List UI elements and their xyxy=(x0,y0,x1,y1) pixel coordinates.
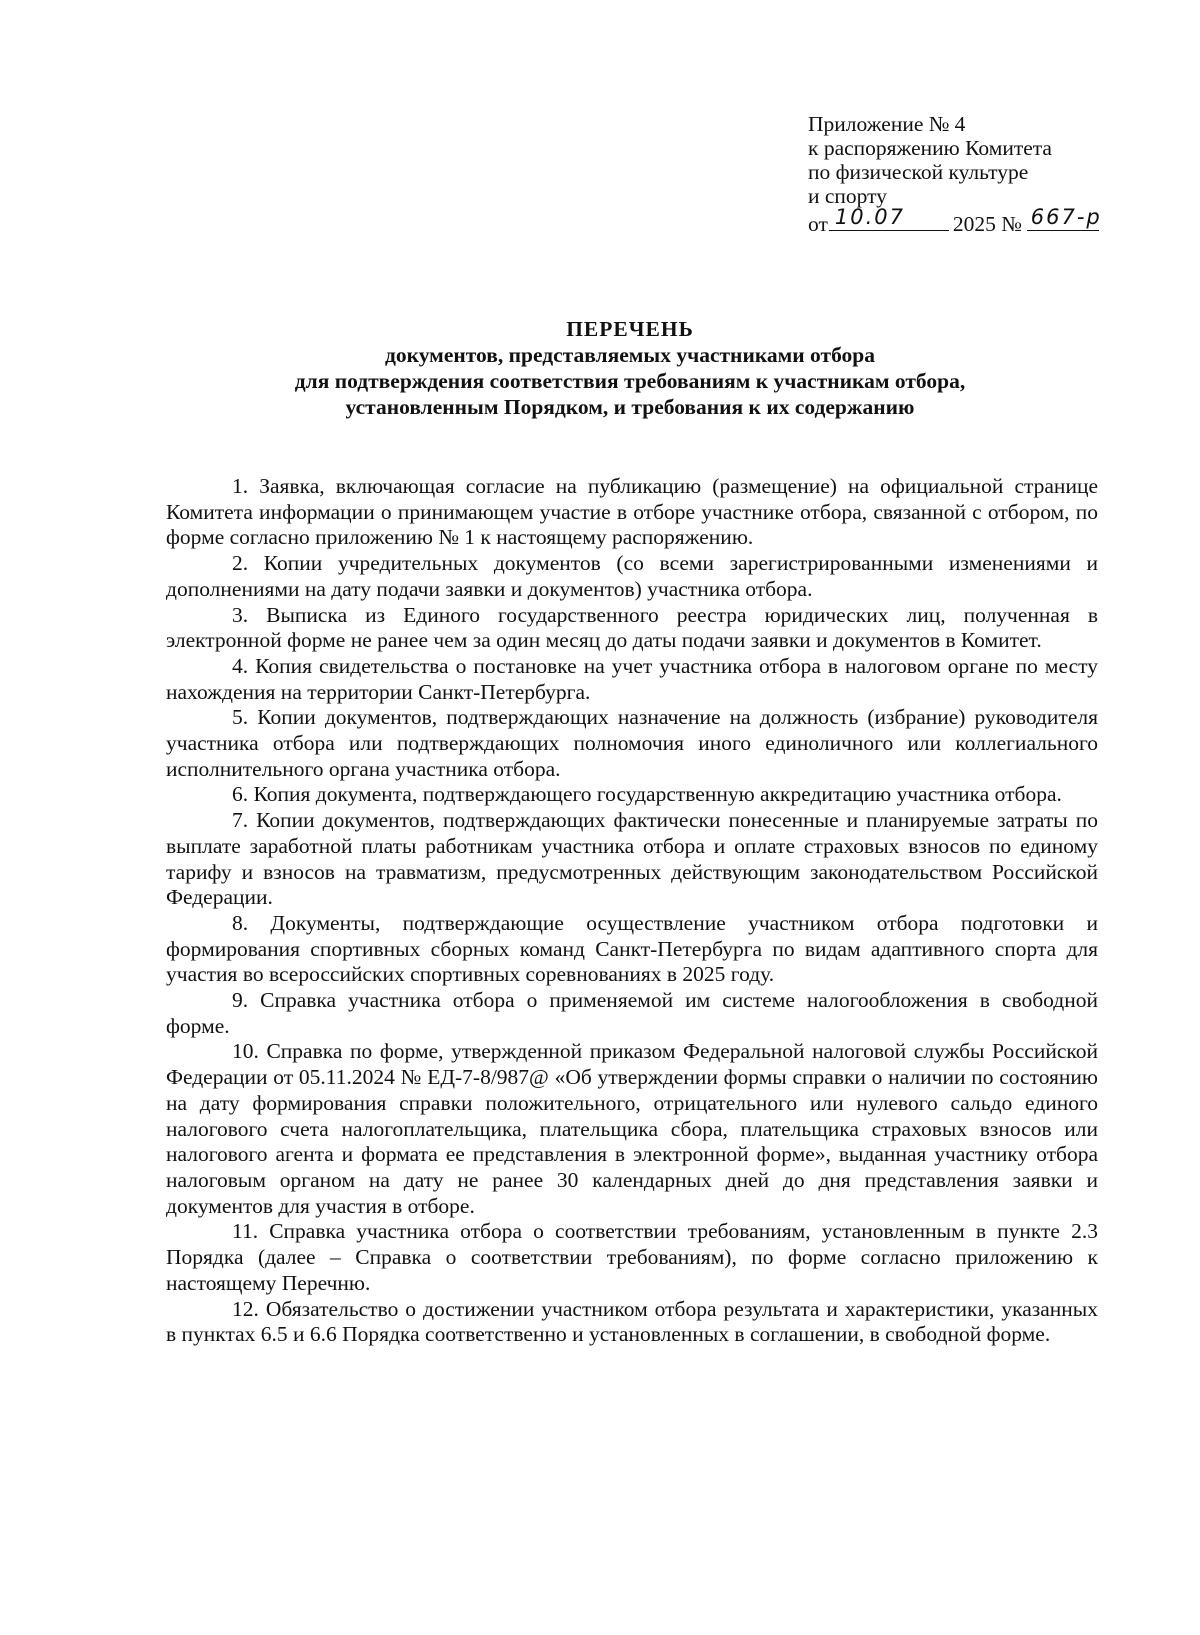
appendix-line-3: по физической культуре xyxy=(808,160,1029,184)
heading-line-1: документов, представляемых участниками отбора xyxy=(385,343,875,367)
date-fill-line xyxy=(829,205,949,231)
list-item: 10. Справка по форме, утвержденной приказом Федеральной налоговой службы Российской Федерации от 05.11.2024 № ЕД-7-8/987@ «Об утверждении формы справки о наличии по состоянию на дату формирования справки положительного, отрицательного или нулевого сальдо единого налогового счета налогоплательщика, плательщика сбора, плательщика страховых взносов или налогового агента и формата ее представления в электронной форме», выданная участнику отбора налоговым органом на дату не ранее 30 календарных дней до дня представления заявки и документов для участия в отборе. xyxy=(166,1039,1098,1218)
list-item: 8. Документы, подтверждающие осуществление участником отбора подготовки и формирования спортивных сборных команд Санкт-Петербурга по видам адаптивного спорта для участия во всероссийских спортивных соревнованиях в 2025 году. xyxy=(166,910,1098,987)
list-item: 5. Копии документов, подтверждающих назначение на должность (избрание) руководителя участника отбора или подтверждающих полномочия иного единоличного или коллегиального исполнительного органа участника отбора. xyxy=(166,705,1098,781)
appendix-line-4: и спорту xyxy=(808,184,888,208)
appendix-block xyxy=(808,112,1102,236)
appendix-line-1: Приложение № 4 xyxy=(808,112,966,136)
heading-line-2: для подтверждения соответствия требованиям к участникам отбора, xyxy=(294,369,966,393)
list-item: 9. Справка участника отбора о применяемой им системе налогообложения в свободной форме. xyxy=(166,988,1098,1038)
list-item: 12. Обязательство о достижении участником отбора результата и характеристики, указанных в пунктах 6.5 и 6.6 Порядка соответственно и установленных в соглашении, в свободной форме. xyxy=(166,1296,1098,1347)
heading-title: ПЕРЕЧЕНЬ xyxy=(566,317,694,341)
appendix-date-line xyxy=(808,205,1102,236)
list-item: 4. Копия свидетельства о постановке на учет участника отбора в налоговом органе по месту нахождения на территории Санкт-Петербурга. xyxy=(166,653,1098,704)
list-item: 2. Копии учредительных документов (со всеми зарегистрированными изменениями и дополнениями на дату подачи заявки и документов) участника отбора. xyxy=(166,551,1098,601)
list-item: 3. Выписка из Единого государственного реестра юридических лиц, полученная в электронной форме не ранее чем за один месяц до даты подачи заявки и документов в Комитет. xyxy=(166,602,1098,653)
number-fill-line xyxy=(1027,205,1102,231)
appendix-line-2: к распоряжению Комитета xyxy=(808,136,1052,160)
document-body xyxy=(166,474,1098,1348)
heading-line-3: установленным Порядком, и требования к их содержанию xyxy=(345,395,915,419)
list-item: 6. Копия документа, подтверждающего государственную аккредитацию участника отбора. xyxy=(232,782,1062,807)
list-item: 7. Копии документов, подтверждающих фактически понесенные и планируемые затраты по выплате заработной платы работникам участника отбора и оплате страховых взносов по единому тарифу и взносов на травматизм, предусмотренных действующим законодательством Российской Федерации. xyxy=(166,808,1098,910)
list-item: 1. Заявка, включающая согласие на публикацию (размещение) на официальной странице Комитета информации о принимающем участие в отборе участнике отбора, связанной с отбором, по форме согласно приложению № 1 к настоящему распоряжению. xyxy=(166,474,1098,550)
handwritten-number: 667-р xyxy=(1030,205,1102,229)
handwritten-date: 10.07 xyxy=(834,205,905,229)
document-heading xyxy=(160,316,1100,420)
date-prefix: от xyxy=(808,212,828,236)
list-item: 11. Справка участника отбора о соответствии требованиям, установленным в пункте 2.3 Порядка (далее – Справка о соответствии требованиям), по форме согласно приложению к настоящему Перечню. xyxy=(166,1219,1098,1295)
year-number-label: 2025 № xyxy=(952,212,1022,236)
